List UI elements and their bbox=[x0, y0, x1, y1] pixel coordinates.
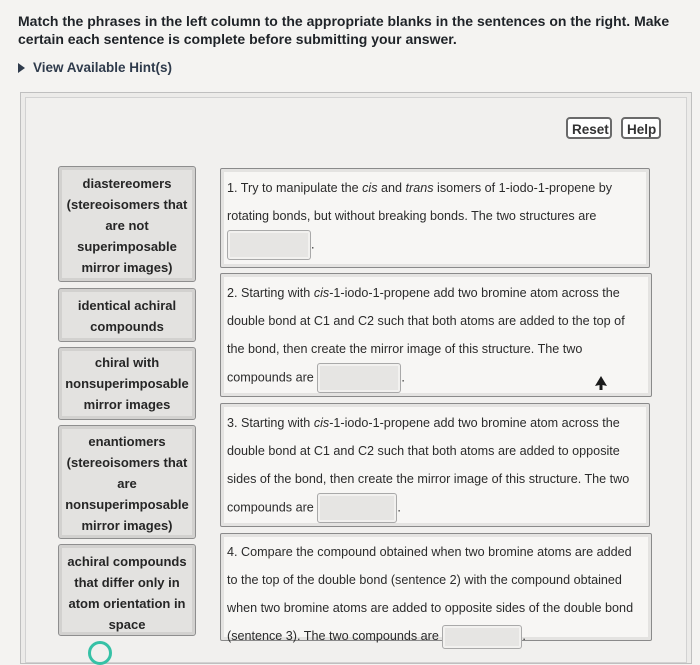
answer-blank-1[interactable] bbox=[227, 230, 311, 260]
reset-button[interactable]: Reset bbox=[566, 117, 612, 139]
answer-chip-achiral-orientation[interactable]: achiral compounds that differ only in atom orientation in space bbox=[58, 544, 196, 636]
answer-chip-identical-achiral[interactable]: identical achiral compounds bbox=[58, 288, 196, 342]
expand-triangle-icon bbox=[18, 63, 25, 73]
sentence-3: 3. Starting with cis-1-iodo-1-propene add two bromine atom across the double bond at C1 and C2 such that both atoms are added to opposite sides of the bond, then create the mirror image of this structure. The two compounds are . bbox=[220, 403, 650, 527]
answer-blank-3[interactable] bbox=[317, 493, 397, 523]
instructions-text: Match the phrases in the left column to the appropriate blanks in the sentences on the right. Make certain each sentence is complete before submitting your answer. bbox=[18, 13, 670, 47]
sentence-2: 2. Starting with cis-1-iodo-1-propene add two bromine atom across the double bond at C1 and C2 such that both atoms are added to the top of the bond, then create the mirror image of this structure. The two compounds are . bbox=[220, 273, 652, 397]
answer-chip-diastereomers[interactable]: diastereomers (stereoisomers that are not superimposable mirror images) bbox=[58, 166, 196, 282]
sentence-1: 1. Try to manipulate the cis and trans isomers of 1-iodo-1-propene by rotating bonds, but without breaking bonds. The two structures are . bbox=[220, 168, 650, 268]
answer-blank-4[interactable] bbox=[442, 625, 522, 649]
mouse-pointer-icon bbox=[594, 375, 608, 391]
loading-spinner-icon bbox=[88, 641, 112, 665]
view-hints-label: View Available Hint(s) bbox=[33, 60, 173, 75]
help-button[interactable]: Help bbox=[621, 117, 661, 139]
sentence-4: 4. Compare the compound obtained when two bromine atoms are added to the top of the double bond (sentence 2) with the compound obtained when two bromine atoms are added to opposite sides of the double bond (sentence 3). The two compounds are . bbox=[220, 533, 652, 641]
view-hints-toggle[interactable] bbox=[18, 60, 172, 75]
answer-blank-2[interactable] bbox=[317, 363, 401, 393]
answer-chip-enantiomers[interactable]: enantiomers (stereoisomers that are nonsuperimposable mirror images) bbox=[58, 425, 196, 539]
answer-chip-chiral[interactable]: chiral with nonsuperimposable mirror images bbox=[58, 347, 196, 420]
